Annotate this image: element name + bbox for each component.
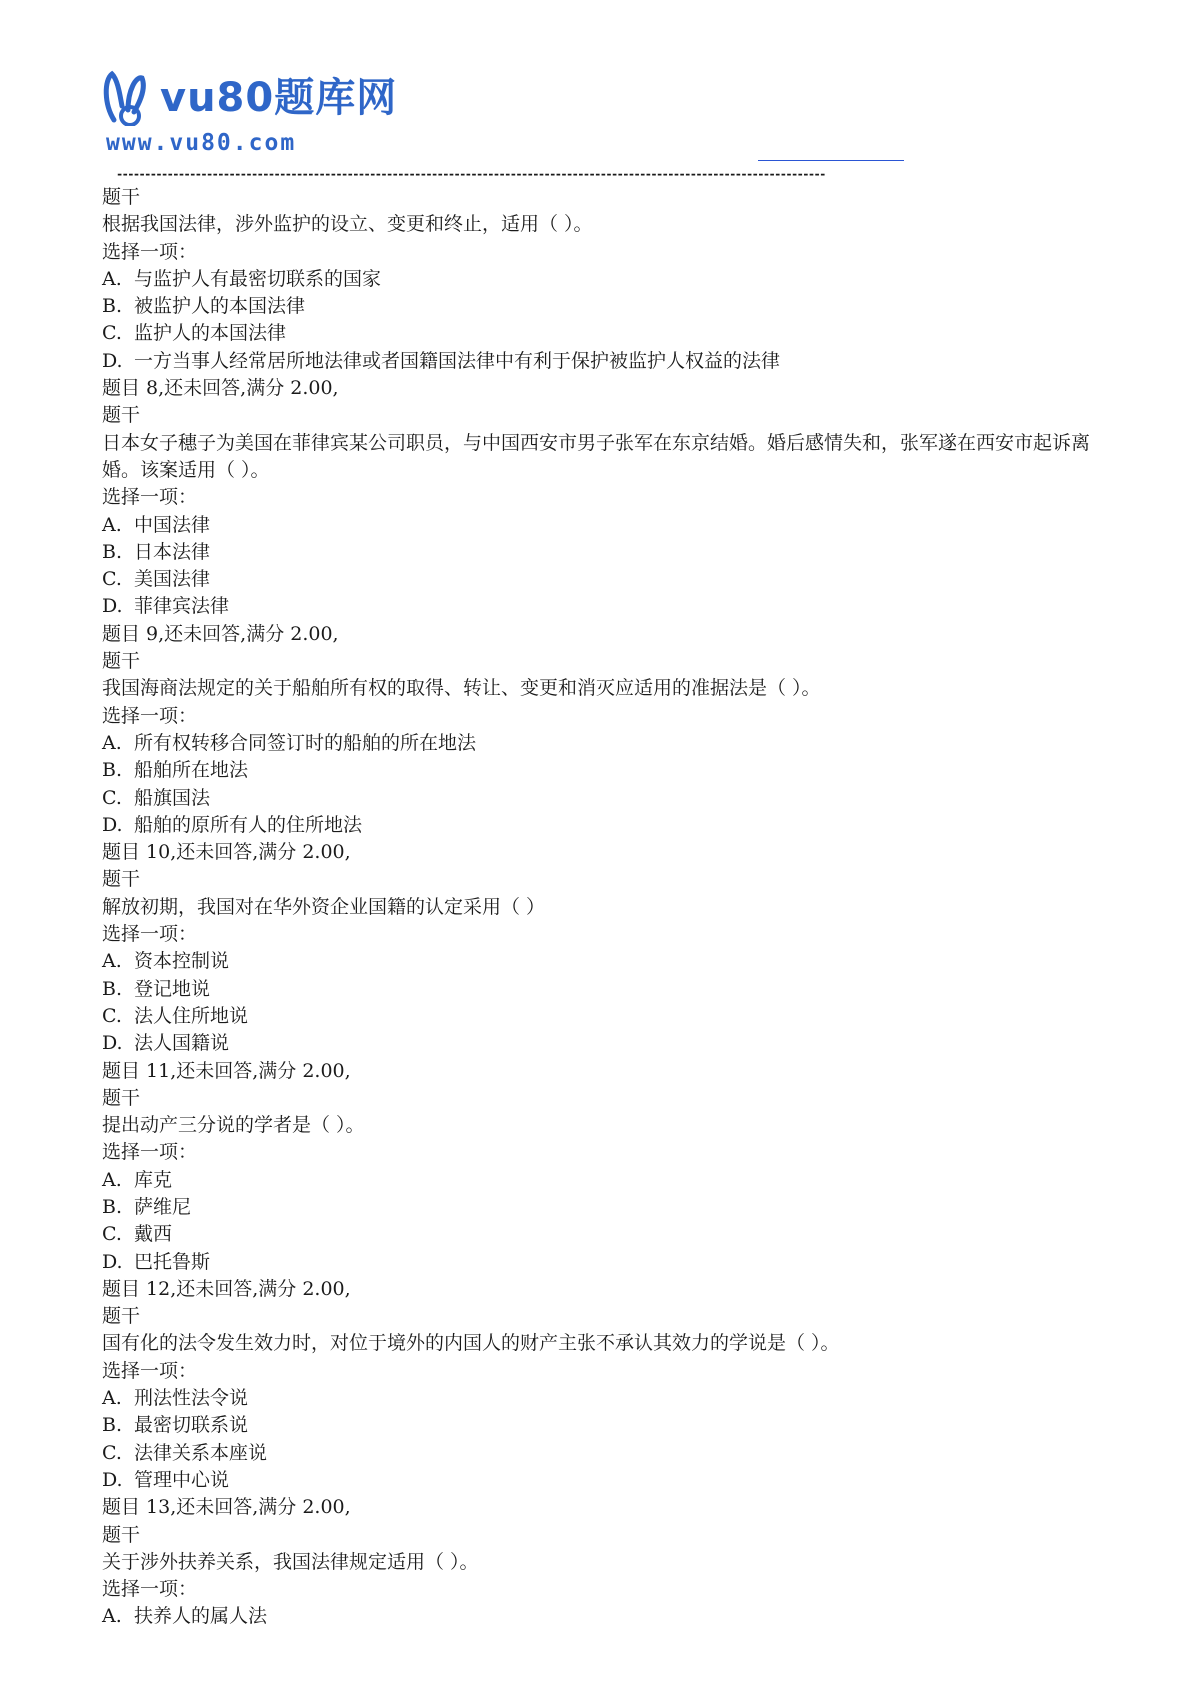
question-content <box>102 184 1102 1631</box>
option-row <box>102 976 1102 1003</box>
option-text: 扶养人的属人法 <box>134 1605 268 1628</box>
option-row <box>102 293 1102 320</box>
text-line: 题目 12,还未回答,满分 2.00, <box>102 1277 351 1300</box>
option-letter: B. <box>102 1195 123 1218</box>
option-text: 法人国籍说 <box>134 1032 230 1055</box>
option-row <box>102 566 1102 593</box>
option-letter: C. <box>102 786 122 809</box>
option-letter: C. <box>102 568 122 591</box>
option-text: 戴西 <box>134 1223 173 1246</box>
option-row <box>102 1603 1102 1630</box>
text-line: 题干 <box>102 868 141 891</box>
option-text: 所有权转移合同签订时的船舶的所在地法 <box>134 731 477 754</box>
option-letter: D. <box>102 1250 123 1273</box>
option-text: 美国法律 <box>134 568 211 591</box>
option-letter: B. <box>102 759 123 782</box>
option-letter: B. <box>102 295 123 318</box>
option-text: 被监护人的本国法律 <box>134 295 306 318</box>
option-text: 日本法律 <box>134 540 211 563</box>
option-row <box>102 1003 1102 1030</box>
option-text: 菲律宾法律 <box>134 595 230 618</box>
option-row <box>102 730 1102 757</box>
logo-title: vu80题库网 <box>160 75 398 121</box>
text-line: 选择一项： <box>102 704 198 727</box>
option-letter: B. <box>102 1414 123 1437</box>
option-letter: C. <box>102 1004 122 1027</box>
text-line: 选择一项： <box>102 240 198 263</box>
option-text: 资本控制说 <box>134 950 230 973</box>
option-text: 最密切联系说 <box>134 1414 249 1437</box>
option-row <box>102 1221 1102 1248</box>
text-line: 题干 <box>102 1086 141 1109</box>
option-text: 一方当事人经常居所地法律或者国籍国法律中有利于保护被监护人权益的法律 <box>134 349 781 372</box>
option-letter: D. <box>102 813 123 836</box>
text-line: 题干 <box>102 404 141 427</box>
text-line: 选择一项： <box>102 923 198 946</box>
text-line: 解放初期，我国对在华外资企业国籍的认定采用（ ） <box>102 895 546 918</box>
text-line: 题目 9,还未回答,满分 2.00, <box>102 622 339 645</box>
option-letter: C. <box>102 1223 122 1246</box>
option-letter: D. <box>102 1032 123 1055</box>
option-row <box>102 320 1102 347</box>
option-row <box>102 348 1102 375</box>
option-row <box>102 1440 1102 1467</box>
option-text: 巴托鲁斯 <box>134 1250 211 1273</box>
text-line: 我国海商法规定的关于船舶所有权的取得、转让、变更和消灭应适用的准据法是（ ）。 <box>102 677 821 700</box>
option-text: 刑法性法令说 <box>134 1387 249 1410</box>
option-text: 管理中心说 <box>134 1468 230 1491</box>
option-row <box>102 593 1102 620</box>
option-text: 库克 <box>134 1168 173 1191</box>
text-line: 题目 11,还未回答,满分 2.00, <box>102 1059 351 1082</box>
option-letter: B. <box>102 977 123 1000</box>
option-row <box>102 1249 1102 1276</box>
option-row <box>102 1412 1102 1439</box>
text-line: 题目 13,还未回答,满分 2.00, <box>102 1496 351 1519</box>
option-row <box>102 1385 1102 1412</box>
option-text: 登记地说 <box>134 977 211 1000</box>
option-letter: C. <box>102 1441 122 1464</box>
text-line: 关于涉外扶养关系，我国法律规定适用（ ）。 <box>102 1550 479 1573</box>
text-line: 题干 <box>102 1305 141 1328</box>
option-text: 监护人的本国法律 <box>134 322 287 345</box>
option-row <box>102 785 1102 812</box>
text-line: 国有化的法令发生效力时，对位于境外的内国人的财产主张不承认其效力的学说是（ ）。 <box>102 1332 840 1355</box>
option-text: 萨维尼 <box>134 1195 192 1218</box>
header-link-underline[interactable] <box>758 160 904 161</box>
option-letter: B. <box>102 540 123 563</box>
option-row <box>102 1467 1102 1494</box>
option-row <box>102 1167 1102 1194</box>
question-paragraph: 日本女子穗子为美国在菲律宾某公司职员，与中国西安市男子张军在东京结婚。婚后感情失和，张军遂在西安市起诉离婚。该案适用（ ）。 <box>102 431 1091 481</box>
separator-line: ------------------------------------------------------------------------------------------------------------------------------ <box>116 167 825 181</box>
option-letter: A. <box>102 950 122 973</box>
option-text: 法律关系本座说 <box>134 1441 268 1464</box>
option-text: 船旗国法 <box>134 786 211 809</box>
text-line: 选择一项： <box>102 1578 198 1601</box>
logo-url: www.vu80.com <box>106 130 297 156</box>
option-text: 船舶的原所有人的住所地法 <box>134 813 363 836</box>
option-row <box>102 539 1102 566</box>
option-row <box>102 1194 1102 1221</box>
option-letter: C. <box>102 322 122 345</box>
option-row <box>102 512 1102 539</box>
text-line: 题干 <box>102 650 141 673</box>
option-letter: D. <box>102 1468 123 1491</box>
option-letter: A. <box>102 1605 122 1628</box>
option-letter: A. <box>102 731 122 754</box>
option-letter: D. <box>102 349 123 372</box>
text-line: 提出动产三分说的学者是（ ）。 <box>102 1114 365 1137</box>
rabbit-mascot-icon <box>100 70 160 126</box>
text-line: 选择一项： <box>102 1141 198 1164</box>
option-letter: A. <box>102 1387 122 1410</box>
option-row <box>102 757 1102 784</box>
option-text: 船舶所在地法 <box>134 759 249 782</box>
text-line: 题干 <box>102 186 141 208</box>
option-letter: D. <box>102 595 123 618</box>
text-line: 根据我国法律，涉外监护的设立、变更和终止，适用（ ）。 <box>102 213 593 236</box>
option-row <box>102 1030 1102 1057</box>
option-row <box>102 812 1102 839</box>
option-letter: A. <box>102 513 122 536</box>
site-logo <box>100 70 398 158</box>
text-line: 选择一项： <box>102 486 198 509</box>
text-line: 题目 10,还未回答,满分 2.00, <box>102 841 351 864</box>
option-row <box>102 266 1102 293</box>
text-line: 选择一项： <box>102 1359 198 1382</box>
option-row <box>102 948 1102 975</box>
text-line: 题目 8,还未回答,满分 2.00, <box>102 377 339 400</box>
option-text: 中国法律 <box>134 513 211 536</box>
option-letter: A. <box>102 267 122 290</box>
option-letter: A. <box>102 1168 122 1191</box>
text-line: 题干 <box>102 1523 141 1546</box>
option-text: 法人住所地说 <box>134 1004 249 1027</box>
option-text: 与监护人有最密切联系的国家 <box>134 267 382 290</box>
